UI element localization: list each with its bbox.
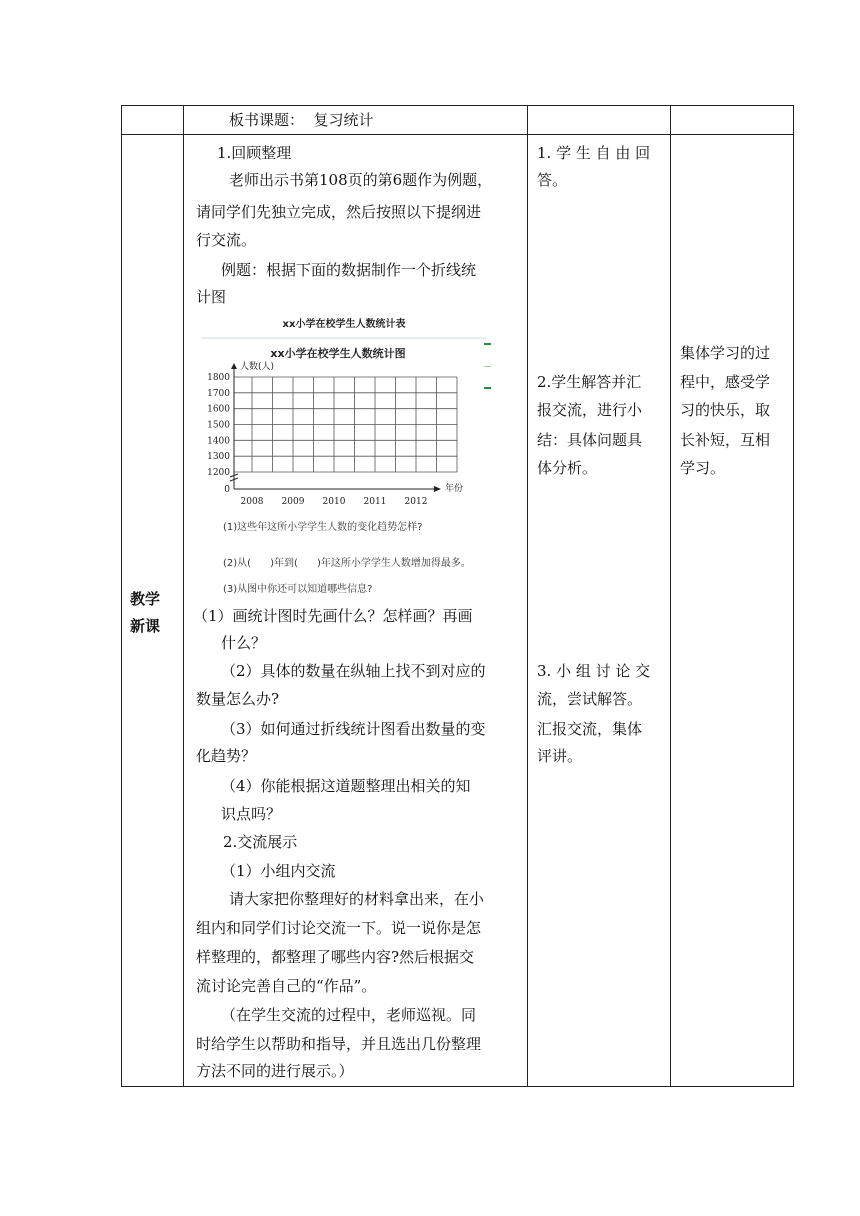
table-bottom-border — [121, 1086, 794, 1087]
y-axis-label: 人数(人) — [240, 362, 275, 372]
x-tick-label: 2010 — [322, 497, 346, 507]
x-axis-label: 年份 — [445, 484, 464, 494]
legend-mark — [484, 387, 491, 389]
x-tick-label: 2011 — [363, 497, 387, 507]
example-line1: 例题：根据下面的数据制作一个折线统 — [221, 261, 477, 279]
y-tick-label: 1800 — [207, 373, 230, 383]
student-item3-line3: 汇报交流，集体 — [537, 720, 643, 738]
question-3-line2: 化趋势？ — [196, 747, 257, 765]
y-tick-label: 1500 — [207, 420, 230, 431]
table-left-border — [121, 105, 122, 1087]
student-item1-line1: 1. 学 生 自 由 回 — [537, 144, 651, 162]
student-item3-line2: 流，尝试解答。 — [537, 690, 643, 708]
para1-line1: 老师出示书第108页的第6题作为例题， — [229, 171, 493, 189]
para1-line3: 行交流。 — [196, 231, 257, 249]
table-right-border — [793, 105, 794, 1087]
y-tick-label: 1300 — [207, 452, 230, 463]
subsection-group-exchange: （1）小组内交流 — [221, 862, 336, 880]
student-item2-line1: 2.学生解答并汇 — [537, 373, 642, 391]
student-item2-line2: 报交流，进行小 — [537, 401, 643, 419]
x-tick-label: 2008 — [240, 497, 264, 507]
question-1-line1: （1）画统计图时先画什么？怎样画？再画 — [193, 607, 473, 625]
textbook-example-figure — [196, 312, 531, 602]
intent-line2: 程中，感受学 — [680, 373, 771, 391]
x-tick-label: 2012 — [404, 497, 428, 507]
section2-heading: 2.交流展示 — [223, 833, 298, 851]
y-axis-arrow — [231, 363, 237, 369]
para2-line2: 组内和同学们讨论交流一下。说一说你是怎 — [196, 919, 482, 937]
section1-heading: 1.回顾整理 — [217, 144, 292, 162]
question-2-line1: （2）具体的数量在纵轴上找不到对应的 — [221, 662, 486, 680]
para3-line3: 方法不同的进行展示。） — [196, 1062, 354, 1080]
example-line2: 计图 — [196, 288, 227, 306]
y-tick-label: 1600 — [207, 404, 230, 415]
header-row-divider — [121, 134, 794, 135]
question-1-line2: 什么？ — [221, 634, 267, 652]
para3-line1: （在学生交流的过程中，老师巡视。同 — [221, 1006, 477, 1024]
para2-line3: 样整理的，都整理了哪些内容?然后根据交 — [196, 948, 475, 966]
intent-line3: 习的快乐，取 — [680, 401, 771, 419]
y-tick-label: 1200 — [207, 468, 230, 478]
question-4-line1: （4）你能根据这道题整理出相关的知 — [221, 777, 471, 795]
figure-question-3: (3)从图中你还可以知道哪些信息? — [223, 584, 373, 595]
para3-line2: 时给学生以帮助和指导，并且选出几份整理 — [196, 1035, 482, 1053]
chart-title: xx小学在校学生人数统计图 — [270, 347, 406, 360]
legend-mark — [484, 343, 491, 345]
intent-line5: 学习。 — [680, 459, 726, 477]
para2-line4: 流讨论完善自己的“作品”。 — [196, 977, 377, 995]
col-divider-3 — [670, 105, 671, 1087]
table-title: xx小学在校学生人数统计表 — [282, 319, 406, 330]
board-title: 板书课题： 复习统计 — [229, 111, 374, 129]
intent-line1: 集体学习的过 — [680, 344, 771, 362]
question-2-line2: 数量怎么办? — [196, 690, 280, 708]
student-item2-line3: 结：具体问题具 — [537, 431, 643, 449]
table-top-border — [121, 105, 794, 106]
y-tick-label: 1400 — [207, 436, 230, 447]
stage-label-line1: 教学 — [130, 590, 161, 608]
y-tick-label: 0 — [224, 485, 230, 495]
figure-question-1: (1)这些年这所小学学生人数的变化趋势怎样? — [223, 522, 423, 533]
figure-question-2: (2)从( )年到( )年这所小学学生人数增加得最多。 — [223, 558, 471, 569]
student-item3-line4: 评讲。 — [537, 747, 583, 765]
x-axis-arrow — [434, 486, 441, 492]
question-4-line2: 识点吗？ — [221, 805, 282, 823]
line-chart-figure — [196, 312, 531, 602]
para2-line1: 请大家把你整理好的材料拿出来，在小 — [229, 890, 485, 908]
intent-line4: 长补短，互相 — [680, 431, 771, 449]
para1-line2: 请同学们先独立完成，然后按照以下提纲进 — [196, 203, 482, 221]
student-item1-line2: 答。 — [537, 171, 568, 189]
x-tick-label: 2009 — [281, 497, 305, 507]
student-item2-line4: 体分析。 — [537, 459, 598, 477]
question-3-line1: （3）如何通过折线统计图看出数量的变 — [221, 720, 486, 738]
stage-label-line2: 新课 — [130, 617, 161, 635]
col-divider-1 — [183, 105, 184, 1087]
legend-mark — [484, 366, 491, 367]
y-tick-label: 1700 — [207, 388, 230, 399]
student-item3-line1: 3. 小 组 讨 论 交 — [537, 662, 651, 680]
